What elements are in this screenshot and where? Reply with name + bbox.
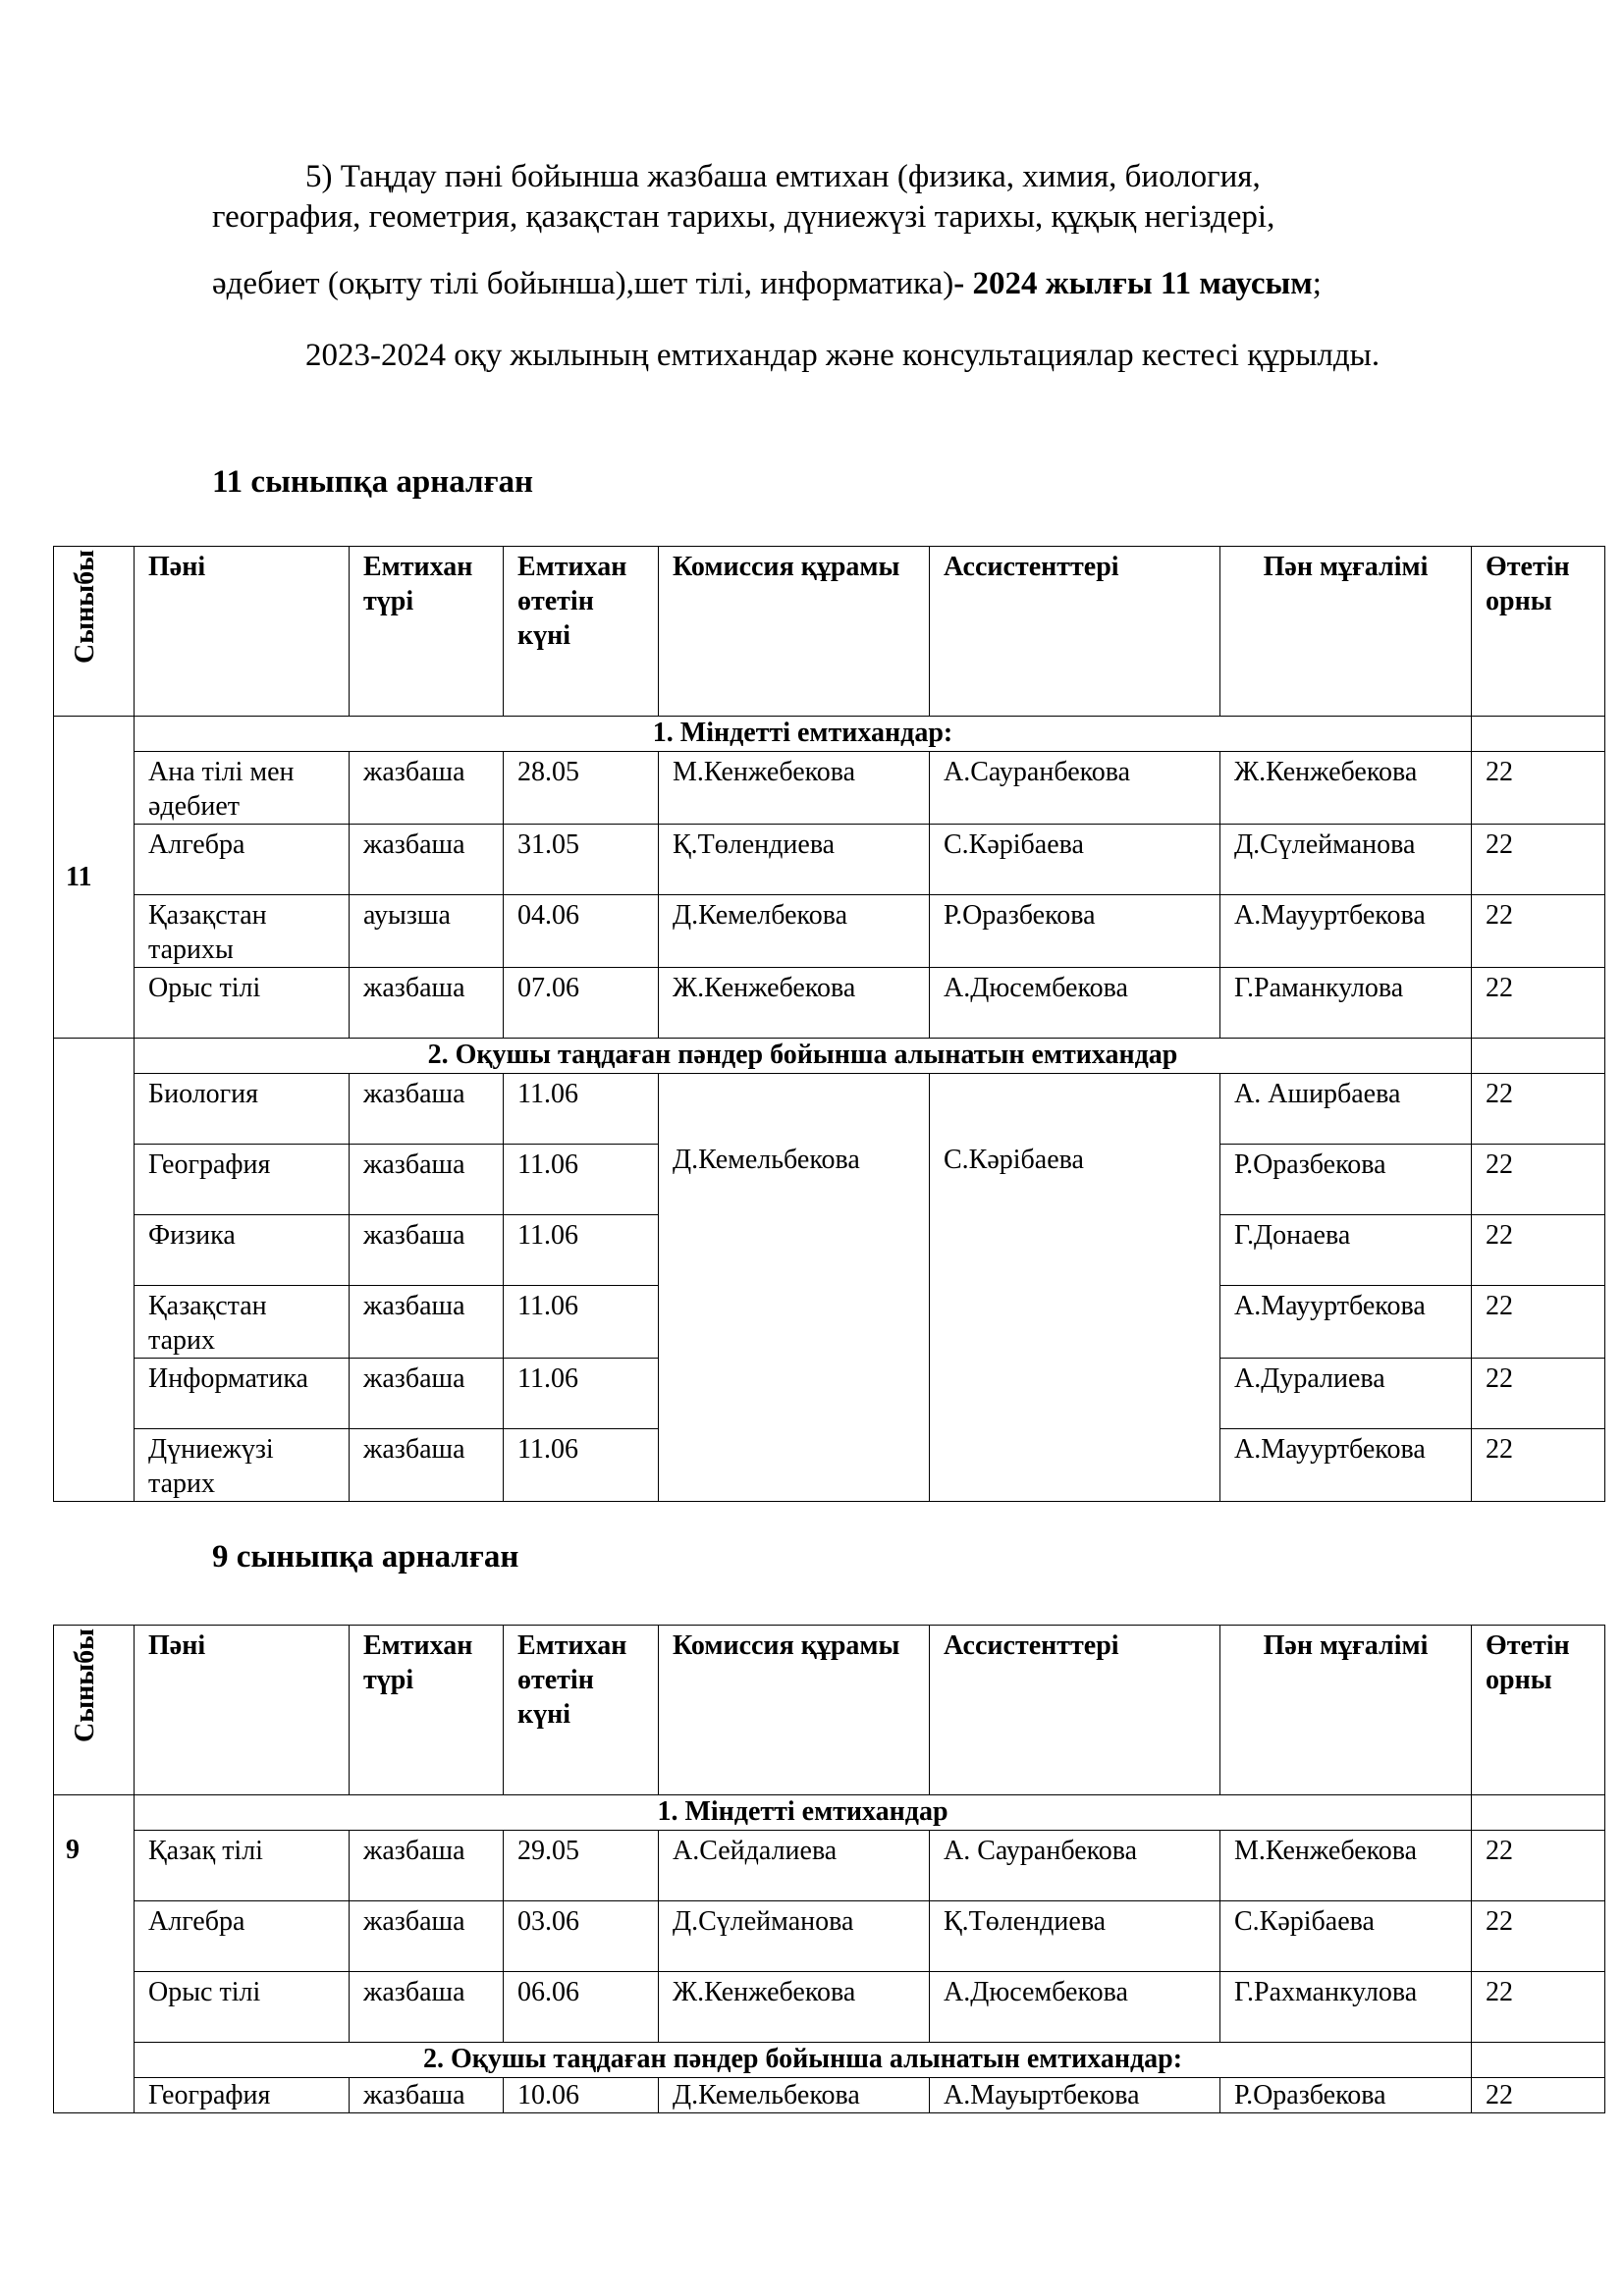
class-cell: 9 bbox=[54, 1795, 135, 2113]
cell-date: 06.06 bbox=[504, 1972, 659, 2043]
section-title-elective: 2. Оқушы таңдаған пәндер бойынша алынатын емтихандар bbox=[135, 1039, 1472, 1074]
header-subject: Пәні bbox=[135, 1626, 350, 1795]
cell-date: 03.06 bbox=[504, 1901, 659, 1972]
cell-teacher: М.Кенжебекова bbox=[1220, 1831, 1472, 1901]
header-class: Сыныбы bbox=[54, 1626, 135, 1795]
cell-assistant-merged: С.Кәрібаева bbox=[930, 1074, 1220, 1502]
header-class: Сыныбы bbox=[54, 547, 135, 717]
table-row bbox=[54, 1972, 1605, 2043]
header-teacher: Пән мұғалімі bbox=[1220, 547, 1472, 717]
table-row bbox=[54, 1901, 1605, 1972]
cell-subject: Ана тілі мен әдебиет bbox=[135, 752, 350, 825]
cell-date: 29.05 bbox=[504, 1831, 659, 1901]
intro-paragraph-1-line-3 bbox=[212, 264, 1518, 304]
cell-teacher: Р.Оразбекова bbox=[1220, 1145, 1472, 1215]
cell-place: 22 bbox=[1472, 1359, 1605, 1429]
cell-date: 07.06 bbox=[504, 968, 659, 1039]
header-subject: Пәні bbox=[135, 547, 350, 717]
cell-date: 31.05 bbox=[504, 825, 659, 895]
cell-teacher: Д.Сүлейманова bbox=[1220, 825, 1472, 895]
header-exam-date: Емтихан өтетін күні bbox=[504, 1626, 659, 1795]
section-title-elective: 2. Оқушы таңдаған пәндер бойынша алынатын емтихандар: bbox=[135, 2043, 1472, 2078]
section-title-mandatory: 1. Міндетті емтихандар bbox=[135, 1795, 1472, 1831]
cell-subject: Дүниежүзі тарих bbox=[135, 1429, 350, 1502]
cell-teacher: А.Маууртбекова bbox=[1220, 1429, 1472, 1502]
header-assistants: Ассистенттері bbox=[930, 1626, 1220, 1795]
table-header-row bbox=[54, 547, 1605, 717]
table-row bbox=[54, 1074, 1605, 1145]
section-row bbox=[54, 1795, 1605, 1831]
cell-subject: Информатика bbox=[135, 1359, 350, 1429]
cell-type: жазбаша bbox=[350, 1145, 504, 1215]
cell-type: жазбаша bbox=[350, 1901, 504, 1972]
cell-date: 10.06 bbox=[504, 2078, 659, 2113]
cell-assistant: А.Дюсембекова bbox=[930, 1972, 1220, 2043]
cell-type: жазбаша bbox=[350, 1429, 504, 1502]
table-row bbox=[54, 895, 1605, 968]
section-row bbox=[54, 1039, 1605, 1074]
cell-assistant: Қ.Төлендиева bbox=[930, 1901, 1220, 1972]
cell-type: жазбаша bbox=[350, 752, 504, 825]
cell-teacher: Г.Раманкулова bbox=[1220, 968, 1472, 1039]
cell-type: жазбаша bbox=[350, 1074, 504, 1145]
cell-place: 22 bbox=[1472, 2078, 1605, 2113]
cell-subject: Алгебра bbox=[135, 825, 350, 895]
table-11-title: 11 сыныпқа арналған bbox=[212, 464, 534, 500]
exam-table-grade-11 bbox=[53, 546, 1605, 1502]
cell-subject: Алгебра bbox=[135, 1901, 350, 1972]
cell-date: 04.06 bbox=[504, 895, 659, 968]
cell-teacher: Ж.Кенжебекова bbox=[1220, 752, 1472, 825]
table-9-title: 9 сыныпқа арналған bbox=[212, 1539, 519, 1575]
header-exam-type: Емтихан түрі bbox=[350, 547, 504, 717]
cell-subject: Қазақ тілі bbox=[135, 1831, 350, 1901]
cell-type: жазбаша bbox=[350, 1831, 504, 1901]
section-row bbox=[54, 2043, 1605, 2078]
header-commission: Комиссия құрамы bbox=[659, 547, 930, 717]
cell-type: жазбаша bbox=[350, 825, 504, 895]
header-commission: Комиссия құрамы bbox=[659, 1626, 930, 1795]
cell-commission: А.Сейдалиева bbox=[659, 1831, 930, 1901]
cell-date: 11.06 bbox=[504, 1215, 659, 1286]
cell-commission: Д.Сүлейманова bbox=[659, 1901, 930, 1972]
class-cell: 11 bbox=[54, 717, 135, 1039]
cell-place: 22 bbox=[1472, 1074, 1605, 1145]
cell-teacher: А.Дуралиева bbox=[1220, 1359, 1472, 1429]
table-row bbox=[54, 1831, 1605, 1901]
exam-table-grade-9 bbox=[53, 1625, 1605, 2113]
cell-assistant: Р.Оразбекова bbox=[930, 895, 1220, 968]
cell-place: 22 bbox=[1472, 1429, 1605, 1502]
cell-teacher: Г.Донаева bbox=[1220, 1215, 1472, 1286]
header-teacher: Пән мұғалімі bbox=[1220, 1626, 1472, 1795]
cell-place: 22 bbox=[1472, 1286, 1605, 1359]
cell-place: 22 bbox=[1472, 1831, 1605, 1901]
cell-place: 22 bbox=[1472, 825, 1605, 895]
section-row bbox=[54, 717, 1605, 752]
cell-commission: Д.Кемельбекова bbox=[659, 2078, 930, 2113]
intro-paragraph-1 bbox=[212, 157, 1518, 197]
intro-line-3-end: ; bbox=[1312, 266, 1322, 301]
cell-teacher: С.Кәрібаева bbox=[1220, 1901, 1472, 1972]
cell-date: 11.06 bbox=[504, 1145, 659, 1215]
cell-subject: Биология bbox=[135, 1074, 350, 1145]
cell-place: 22 bbox=[1472, 1145, 1605, 1215]
cell-type: жазбаша bbox=[350, 968, 504, 1039]
table-header-row bbox=[54, 1626, 1605, 1795]
section-title-mandatory: 1. Міндетті емтихандар: bbox=[135, 717, 1472, 752]
cell-date: 11.06 bbox=[504, 1429, 659, 1502]
cell-date: 28.05 bbox=[504, 752, 659, 825]
header-place: Өтетін орны bbox=[1472, 547, 1605, 717]
cell-type: ауызша bbox=[350, 895, 504, 968]
empty-cell bbox=[1472, 1795, 1605, 1831]
cell-type: жазбаша bbox=[350, 2078, 504, 2113]
cell-assistant: А.Мауыртбекова bbox=[930, 2078, 1220, 2113]
cell-place: 22 bbox=[1472, 1215, 1605, 1286]
header-place: Өтетін орны bbox=[1472, 1626, 1605, 1795]
empty-class-cell bbox=[54, 1039, 135, 1502]
intro-paragraph-2 bbox=[212, 336, 1518, 376]
cell-commission: Ж.Кенжебекова bbox=[659, 1972, 930, 2043]
intro-line-3: әдебиет (оқыту тілі бойынша),шет тілі, информатика) bbox=[212, 266, 954, 301]
cell-commission: Қ.Төлендиева bbox=[659, 825, 930, 895]
cell-type: жазбаша bbox=[350, 1359, 504, 1429]
cell-teacher: Г.Рахманкулова bbox=[1220, 1972, 1472, 2043]
intro-paragraph-1-line-2 bbox=[212, 197, 1518, 238]
cell-assistant: А.Дюсембекова bbox=[930, 968, 1220, 1039]
cell-date: 11.06 bbox=[504, 1074, 659, 1145]
table-row bbox=[54, 752, 1605, 825]
cell-subject: Орыс тілі bbox=[135, 968, 350, 1039]
empty-cell bbox=[1472, 717, 1605, 752]
cell-date: 11.06 bbox=[504, 1286, 659, 1359]
cell-place: 22 bbox=[1472, 1972, 1605, 2043]
empty-cell bbox=[1472, 1039, 1605, 1074]
header-exam-date: Емтихан өтетін күні bbox=[504, 547, 659, 717]
table-row bbox=[54, 825, 1605, 895]
cell-assistant: С.Кәрібаева bbox=[930, 825, 1220, 895]
cell-subject: Қазақстан тарихы bbox=[135, 895, 350, 968]
empty-cell bbox=[1472, 2043, 1605, 2078]
cell-place: 22 bbox=[1472, 752, 1605, 825]
cell-subject: Қазақстан тарих bbox=[135, 1286, 350, 1359]
cell-place: 22 bbox=[1472, 895, 1605, 968]
cell-subject: География bbox=[135, 1145, 350, 1215]
intro-line-1: 5) Таңдау пәні бойынша жазбаша емтихан (физика, химия, биология, bbox=[305, 159, 1261, 194]
cell-commission: М.Кенжебекова bbox=[659, 752, 930, 825]
cell-assistant: А.Сауранбекова bbox=[930, 752, 1220, 825]
table-row bbox=[54, 968, 1605, 1039]
cell-subject: Орыс тілі bbox=[135, 1972, 350, 2043]
cell-subject: Физика bbox=[135, 1215, 350, 1286]
cell-commission-merged: Д.Кемельбекова bbox=[659, 1074, 930, 1502]
cell-teacher: Р.Оразбекова bbox=[1220, 2078, 1472, 2113]
cell-type: жазбаша bbox=[350, 1972, 504, 2043]
cell-commission: Ж.Кенжебекова bbox=[659, 968, 930, 1039]
cell-teacher: А.Маууртбекова bbox=[1220, 895, 1472, 968]
intro-line-2: география, геометрия, қазақстан тарихы, дүниежүзі тарихы, құқық негіздері, bbox=[212, 199, 1275, 235]
exam-date-highlight: - 2024 жылғы 11 маусым bbox=[953, 266, 1313, 301]
cell-teacher: А. Аширбаева bbox=[1220, 1074, 1472, 1145]
cell-place: 22 bbox=[1472, 968, 1605, 1039]
header-assistants: Ассистенттері bbox=[930, 547, 1220, 717]
cell-assistant: А. Сауранбекова bbox=[930, 1831, 1220, 1901]
cell-teacher: А.Маууртбекова bbox=[1220, 1286, 1472, 1359]
cell-date: 11.06 bbox=[504, 1359, 659, 1429]
table-row bbox=[54, 2078, 1605, 2113]
cell-subject: География bbox=[135, 2078, 350, 2113]
cell-type: жазбаша bbox=[350, 1215, 504, 1286]
header-exam-type: Емтихан түрі bbox=[350, 1626, 504, 1795]
cell-commission: Д.Кемелбекова bbox=[659, 895, 930, 968]
intro-paragraph-2-text: 2023-2024 оқу жылының емтихандар және консультациялар кестесі құрылды. bbox=[305, 338, 1380, 373]
cell-place: 22 bbox=[1472, 1901, 1605, 1972]
cell-type: жазбаша bbox=[350, 1286, 504, 1359]
